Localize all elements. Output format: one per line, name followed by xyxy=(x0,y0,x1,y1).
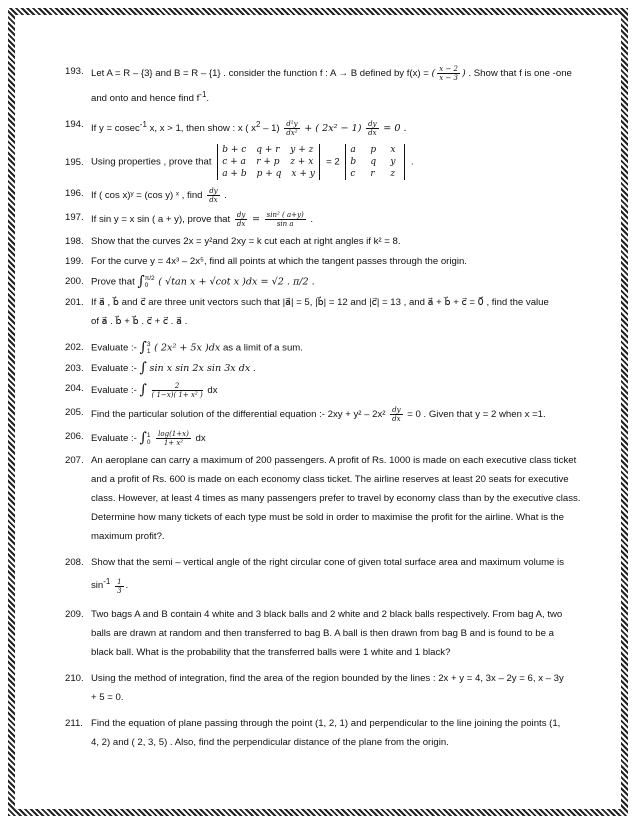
question-202: 202. Evaluate :- ∫ 3 1 ( 2x² + 5x )dx as a limit of a sum. xyxy=(65,341,605,355)
question-text: Prove that ∫ π/2 0 ( √tan x + √cot x )dx = √2 . π/2 . xyxy=(91,273,315,290)
question-211: 211. Find the equation of plane passing through the point (1, 2, 1) and perpendicular to the line joining the points (1, 4, 2) and ( 2, 3, 5) . Also, find the perpendicular distance of the plane from the origin. xyxy=(65,717,605,755)
question-195: 195. Using properties , prove that b + c q + r y + z c + a r + p z + x a + b p + q x + y = 2 a p x b q y c r z . xyxy=(65,144,605,180)
question-text: Show that the semi – vertical angle of the right circular cone of given total surface area and maximum volume is $\sin^{-1}$ $\frac{1}{3}$ . xyxy=(91,557,564,595)
question-207: 207. An aeroplane can carry a maximum of 200 passengers. A profit of Rs. 1000 is made on each executive class ticket and a profit of Rs. 600 is made on each economy class ticket. The airline reserves at least 20 seats for executive class. However, at least 4 times as many passengers prefer to travel by economy class than by the executive class. Determine how many tickets of each type must be sold in order to maximise the profit for the airline. What is the maximum profit?. xyxy=(65,454,605,549)
question-text: Two bags A and B contain 4 white and 3 black balls and 2 white and 2 black balls respectively. From bag A, two balls are drawn at random and then transferred to bag B. A ball is then drawn from bag B and is found to be a black ball. What is the probability that the transferred balls were 1 white and 1 black? xyxy=(91,608,563,658)
question-text: Find the particular solution of the differential equation :- 2xy + y² – 2x² $\frac{dy}{dx}$ = 0 . Given that y = 2 when x =1. xyxy=(91,406,546,424)
question-208: 208. Show that the semi – vertical angle of the right circular cone of given total surface area and maximum volume is $\sin^{-1}$ $\frac{1}{3}$ . xyxy=(65,556,605,600)
question-text: Show that the curves 2x = y²and 2xy = k cut each at right angles if k² = 8. xyxy=(91,236,401,248)
question-text: Find the equation of plane passing through the point (1, 2, 1) and perpendicular to the line joining the points (1, 4, 2) and ( 2, 3, 5) . Also, find the perpendicular distance of the plane from the origin. xyxy=(91,717,561,748)
question-text: Using the method of integration, find the area of the region bounded by the lines : 2x + y = 4, 3x – 2y = 6, x – 3y + 5 = 0. xyxy=(91,672,564,703)
page-border xyxy=(8,8,628,816)
question-205: 205. Find the particular solution of the differential equation :- 2xy + y² – 2x² $\frac{dy}{dx}$ = 0 . Given that y = 2 when x =1. xyxy=(65,406,605,423)
question-203: 203. Evaluate :- ∫ sin x sin 2x sin 3x dx . xyxy=(65,362,605,375)
question-text: Let A = R – {3} and B = R – {1} . consider the function f : A → B defined by f(x) = xyxy=(91,68,432,80)
question-193: 193. Let A = R – {3} and B = R – {1} . consider the function f : A → B defined by f(x) = ( $\frac{x - 2}{x - 3}$ ) . Show that f is one -one and onto and hence find $f^{-1}$. xyxy=(65,65,605,111)
question-text: If sin y = x sin ( a + y), prove that $\frac{dy}{dx}$ = $\frac{\text{sin² ( a+y)}}{\text{sin a}}$ . xyxy=(91,211,314,229)
question-196: 196. If ( cos x)ʸ = (cos y) ˣ , find $\frac{dy}{dx}$ . xyxy=(65,187,605,204)
question-text: If ( cos x)ʸ = (cos y) ˣ , find $\frac{dy}{dx}$ . xyxy=(91,187,227,205)
question-210: 210. Using the method of integration, find the area of the region bounded by the lines : 2x + y = 4, 3x – 2y = 6, x – 3y + 5 = 0. xyxy=(65,672,605,710)
determinant-right: a p x b q y c r z xyxy=(345,144,405,180)
question-201: 201. If a⃗ , b⃗ and c⃗ are three unit vectors such that |a⃗| = 5, |b⃗| = 12 and |c⃗| = 13 , and a⃗ + b⃗ + c⃗ = 0⃗ , find the value of a⃗ . b⃗ + b⃗ . c⃗ + c⃗ . a⃗ . xyxy=(65,296,605,334)
question-200: 200. Prove that ∫ π/2 0 ( √tan x + √cot x )dx = √2 . π/2 . xyxy=(65,275,605,289)
integral-symbol: ∫ xyxy=(137,273,145,290)
question-text: Evaluate :- ∫ 3 1 ( 2x² + 5x )dx as a limit of a sum. xyxy=(91,339,303,356)
determinant-left: b + c q + r y + z c + a r + p z + x a + b p + q x + y xyxy=(217,144,320,180)
question-text: For the curve y = 4x³ – 2x⁵, find all points at which the tangent passes through the origin. xyxy=(91,256,467,268)
question-text: Evaluate :- ∫ $\frac{2}{\text{( 1−x)( 1+ x² )}}$ dx xyxy=(91,382,218,400)
question-204: 204. Evaluate :- ∫ $\frac{2}{\text{( 1−x)( 1+ x² )}}$ dx xyxy=(65,382,605,399)
question-text: An aeroplane can carry a maximum of 200 passengers. A profit of Rs. 1000 is made on each executive class ticket and a profit of Rs. 600 is made on each economy class ticket. The airline reserves at least 20 seats for executive class. However, at least 4 times as many passengers prefer to travel by economy class than by the executive class. Determine how many tickets of each type must be sold in order to maximise the profit for the airline. What is the maximum profit?. xyxy=(91,455,581,543)
question-text: Evaluate :- ∫ sin x sin 2x sin 3x dx . xyxy=(91,360,256,377)
question-198: 198. Show that the curves 2x = y²and 2xy = k cut each at right angles if k² = 8. xyxy=(65,235,605,248)
question-text: Evaluate :- ∫ 1 0 $\frac{\log(1+x)}{\text{1+ x²}}$ dx xyxy=(91,430,206,448)
question-209: 209. Two bags A and B contain 4 white and 3 black balls and 2 white and 2 black balls respectively. From bag A, two balls are drawn at random and then transferred to bag B. A ball is then drawn from bag B and is found to be a black ball. What is the probability that the transferred balls were 1 white and 1 black? xyxy=(65,608,605,665)
fraction: $\frac{x - 2}{x - 3}$ xyxy=(439,65,458,82)
question-text: If y = cosec$^{-1}$ x, x > 1, then show : x ( $x^2 - 1$) $\frac{\text{d²y}}{\text{dx²}}$ + ( 2x² − 1) $\frac{dy}{dx}$ = 0 . xyxy=(91,120,407,138)
question-199: 199. For the curve y = 4x³ – 2x⁵, find all points at which the tangent passes through the origin. xyxy=(65,255,605,268)
question-list xyxy=(65,65,605,762)
question-206: 206. Evaluate :- ∫ 1 0 $\frac{\log(1+x)}{\text{1+ x²}}$ dx xyxy=(65,430,605,447)
question-194: 194. If y = cosec$^{-1}$ x, x > 1, then show : x ( $x^2 - 1$) $\frac{\text{d²y}}{\text{dx²}}$ + ( 2x² − 1) $\frac{dy}{dx}$ = 0 . xyxy=(65,118,605,137)
question-197: 197. If sin y = x sin ( a + y), prove that $\frac{dy}{dx}$ = $\frac{\text{sin² ( a+y)}}{\text{sin a}}$ . xyxy=(65,211,605,228)
question-text: Using properties , prove that b + c q + r y + z c + a r + p z + x a + b p + q x + y = 2 a p x b q y c r z . xyxy=(91,145,414,180)
question-text: If a⃗ , b⃗ and c⃗ are three unit vectors such that |a⃗| = 5, |b⃗| = 12 and |c⃗| = 13 , and a⃗ + b⃗ + c⃗ = 0⃗ , find the value of a⃗ . b⃗ + b⃗ . c⃗ + c⃗ . a⃗ . xyxy=(91,297,549,328)
question-number: 193. xyxy=(65,66,84,77)
